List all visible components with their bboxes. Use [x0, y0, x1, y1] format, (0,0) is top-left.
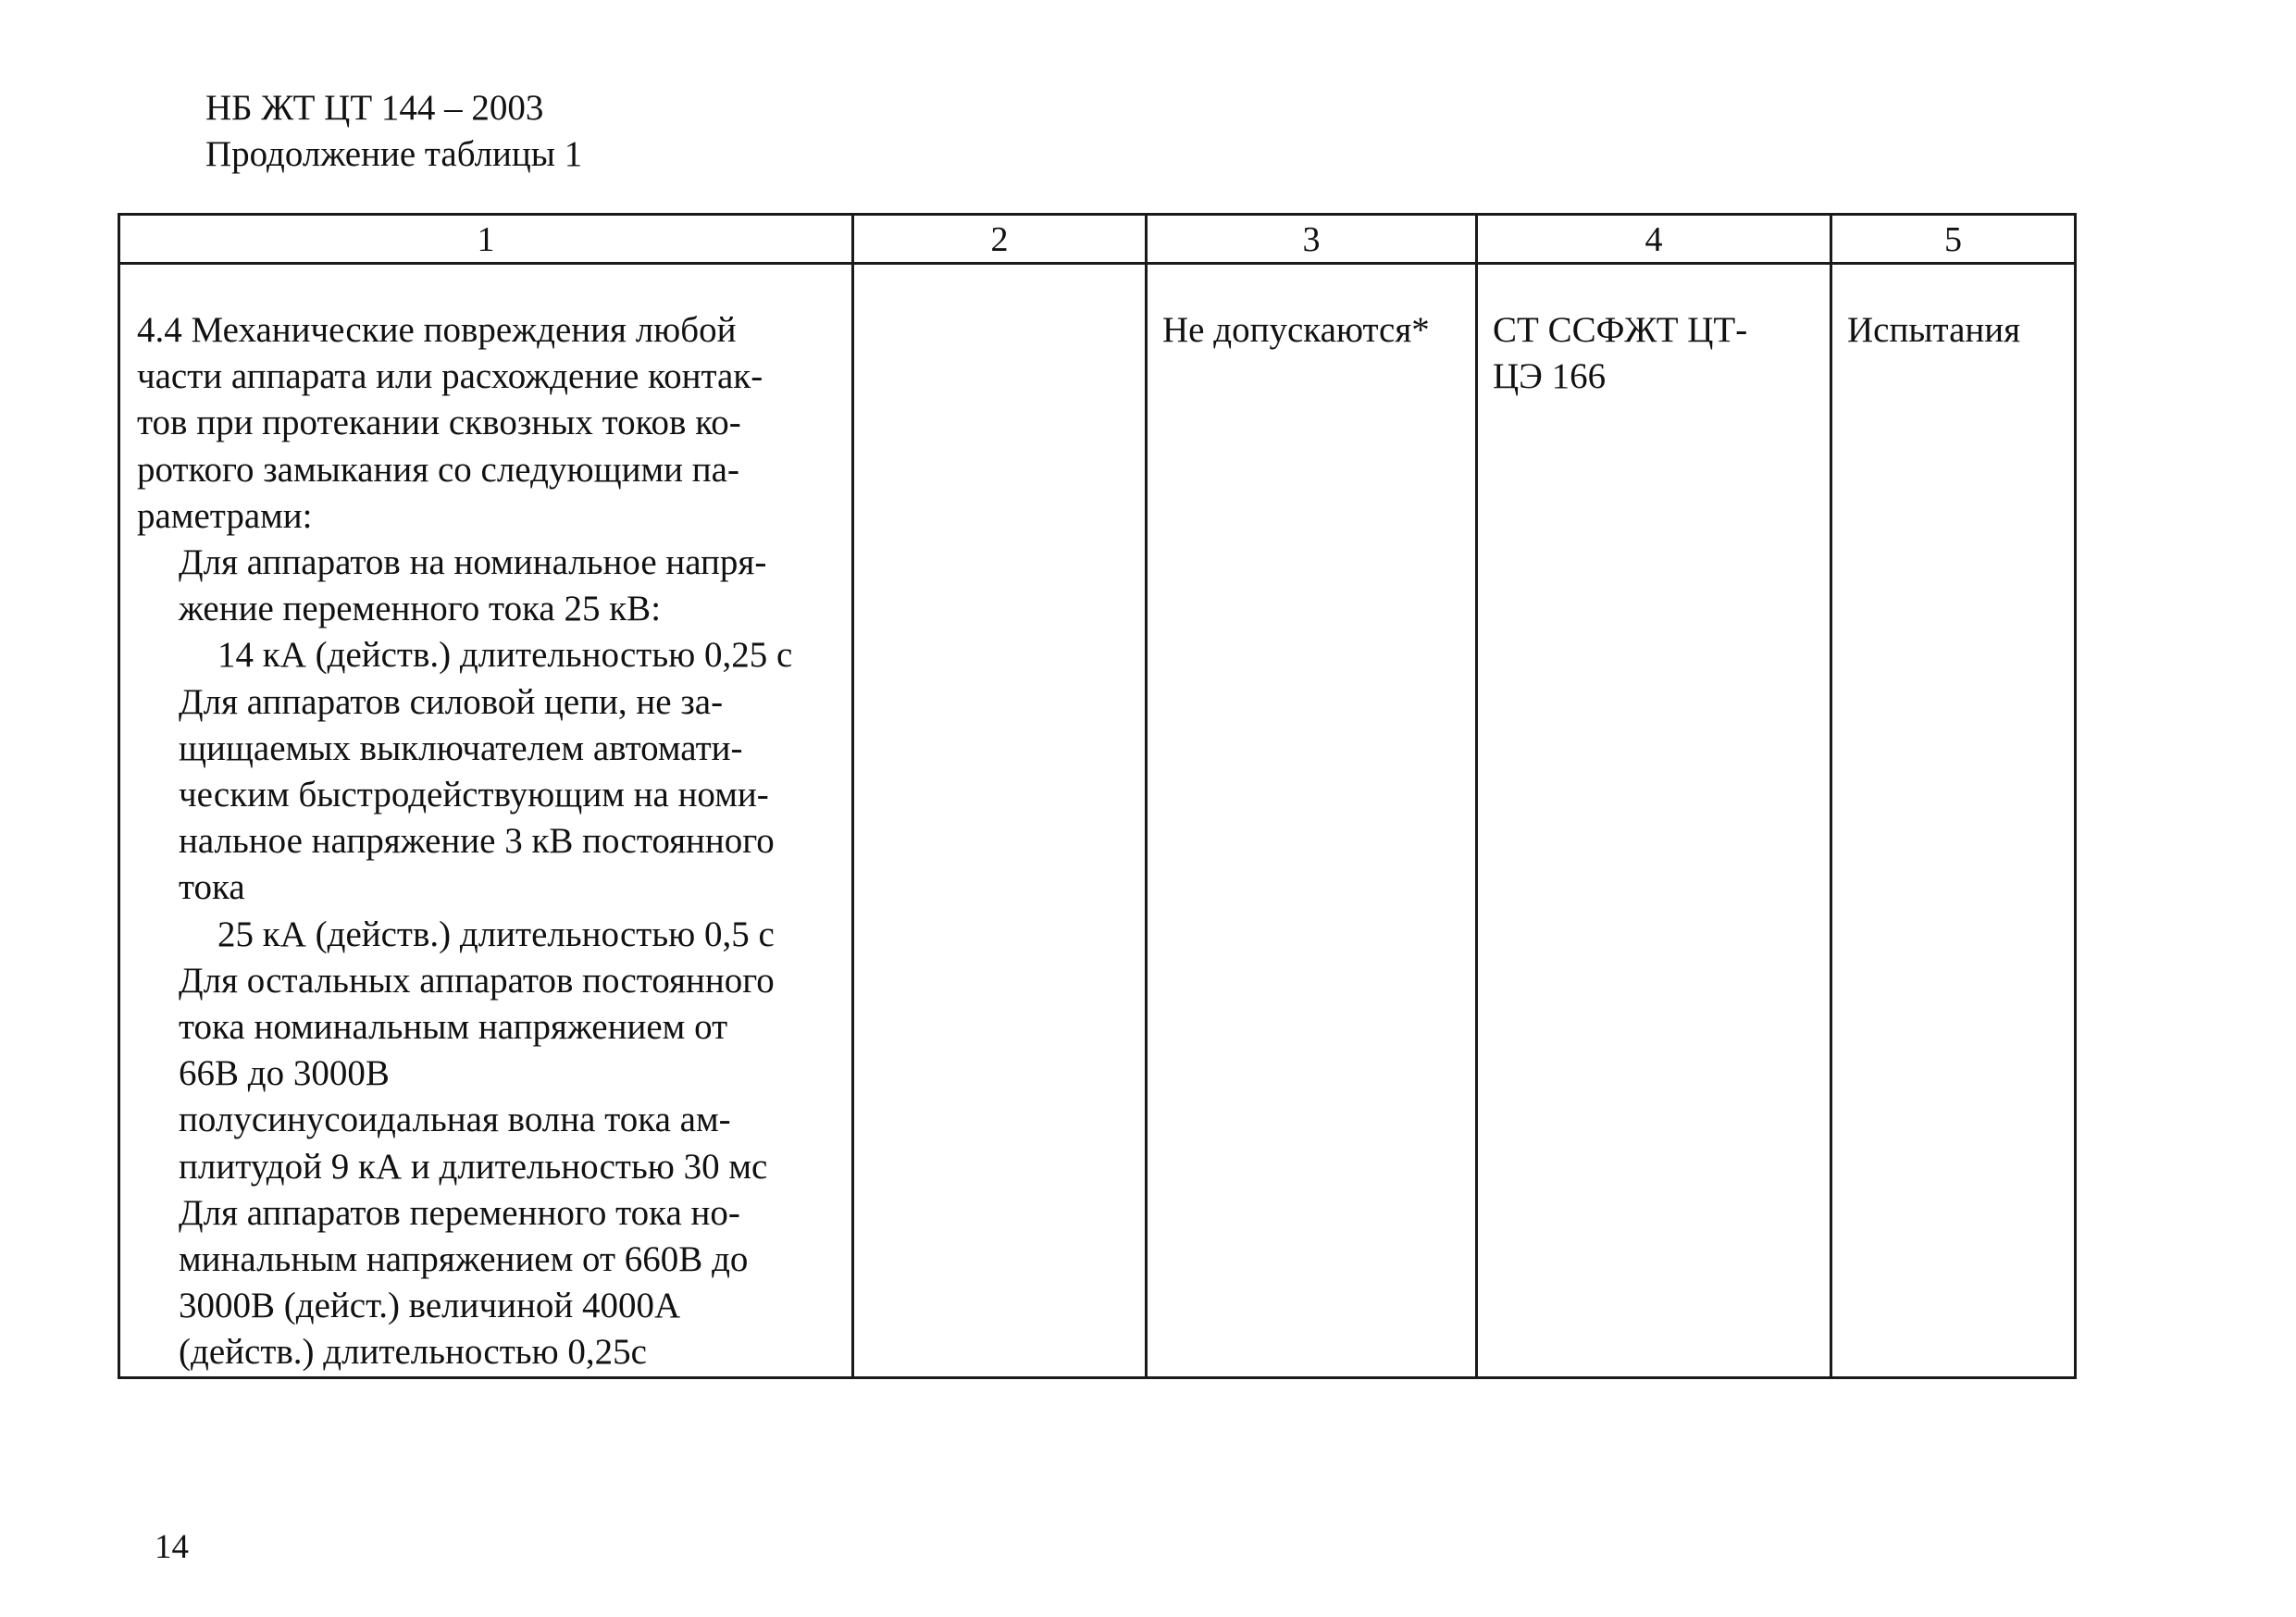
requirement-line: Для остальных аппаратов постоянного: [179, 960, 775, 1001]
requirement-line: щищаемых выключателем автомати-: [179, 728, 743, 768]
requirement-line: Для аппаратов на номинальное напря-: [179, 542, 767, 583]
column-number-row: [119, 215, 2076, 264]
requirement-line: ческим быстродействующим на номи-: [179, 775, 769, 815]
column-number: 4: [1477, 215, 1831, 264]
requirement-line: тов при протекании сквозных токов ко-: [137, 403, 741, 443]
standard-line: СТ ССФЖТ ЦТ-: [1493, 310, 1748, 350]
requirement-line: нальное напряжение 3 кВ постоянного: [179, 821, 775, 862]
requirement-line: 25 кА (действ.) длительностью 0,5 с: [217, 914, 775, 954]
requirement-line: 66В до 3000В: [179, 1053, 390, 1094]
column-number: 1: [119, 215, 853, 264]
requirement-line: жение переменного тока 25 кВ:: [179, 589, 662, 629]
method-text: Испытания: [1847, 310, 2021, 350]
requirement-line: 4.4 Механические повреждения любой: [137, 310, 737, 350]
requirement-line: раметрами:: [137, 495, 313, 536]
requirement-line: Для аппаратов силовой цепи, не за-: [179, 681, 724, 722]
document-code: НБ ЖТ ЦТ 144 – 2003: [205, 88, 544, 128]
requirement-line: части аппарата или расхождение контак-: [137, 356, 763, 397]
requirement-line: (действ.) длительностью 0,25с: [179, 1332, 647, 1373]
standard-line: ЦЭ 166: [1493, 356, 1607, 397]
page-header: [205, 85, 582, 178]
norm-text: Не допускаются*: [1162, 310, 1430, 350]
requirement-line: роткого замыкания со следующими па-: [137, 449, 739, 490]
requirement-line: тока номинальным напряжением от: [179, 1007, 728, 1048]
empty-cell: [853, 264, 1147, 1378]
requirement-line: Для аппаратов переменного тока но-: [179, 1192, 740, 1233]
requirement-line: 14 кА (действ.) длительностью 0,25 с: [217, 635, 793, 676]
requirement-line: минальным напряжением от 660В до: [179, 1239, 749, 1280]
standard-reference: [1478, 265, 1830, 400]
column-number: 5: [1831, 215, 2076, 264]
column-number: 3: [1147, 215, 1477, 264]
method-cell: [1831, 264, 2076, 1378]
requirement-line: тока: [179, 867, 245, 908]
requirement-line: полусинусоидальная волна тока ам-: [179, 1100, 731, 1140]
requirements-table: [118, 213, 2077, 1379]
requirement-text: [120, 265, 851, 1376]
table-row: [119, 264, 2076, 1378]
norm-cell: [1147, 264, 1477, 1378]
requirement-cell: [119, 264, 853, 1378]
column-number: 2: [853, 215, 1147, 264]
standard-cell: [1477, 264, 1831, 1378]
requirement-line: плитудой 9 кА и длительностью 30 мс: [179, 1146, 768, 1187]
table-caption: Продолжение таблицы 1: [205, 134, 583, 174]
col2-text: [854, 265, 1145, 307]
requirement-line: 3000В (дейст.) величиной 4000А: [179, 1286, 681, 1326]
page-number: 14: [155, 1528, 189, 1566]
